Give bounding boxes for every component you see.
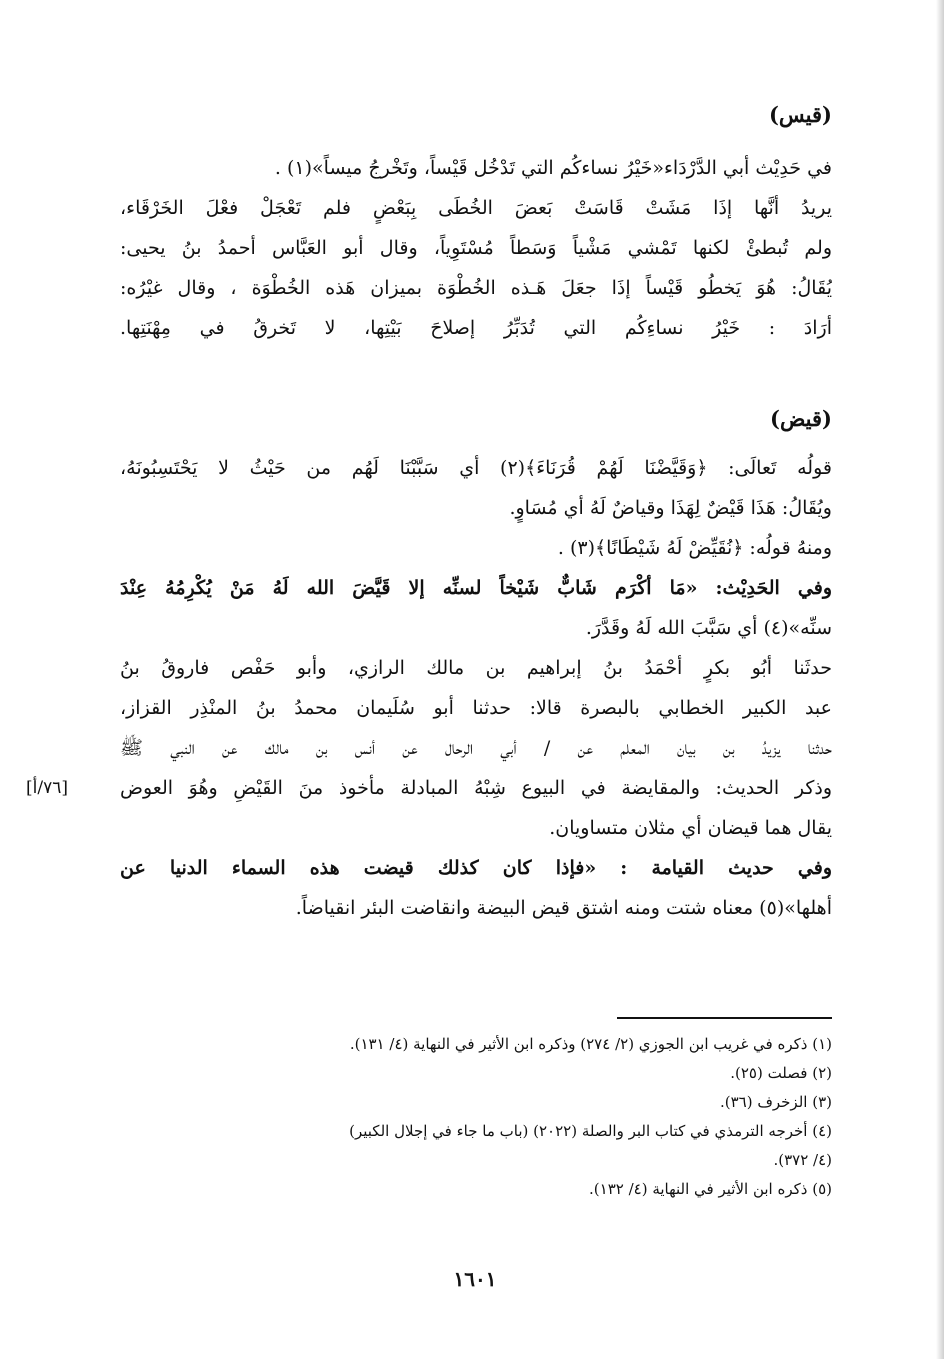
text-line: يريدُ أنَّها إذَا مَشَتْ قَاسَتْ بَعضَ الخُطَى بِبَعْضٍ فلم تَعْجَلْ فعْلَ الخَرْقَاء، [120, 197, 832, 219]
heading-qays: (قيس) [768, 102, 832, 127]
footnote: (١) ذكره في غريب ابن الجوزي (٢/ ٢٧٤) وذكره ابن الأثير في النهاية (٤/ ١٣١). [349, 1035, 832, 1053]
text-line: ويُقَالُ: هَذَا قَيْضٌ لِهَذَا وقياضٌ لَهُ أي مُسَاوٍ. [509, 497, 832, 519]
footnote: (٥) ذكره ابن الأثير في النهاية (٤/ ١٣٢). [589, 1180, 832, 1198]
folio-margin-note: [٧٦/أ] [26, 778, 68, 798]
text-line: وفي حديث القيامة : «فإذا كان كذلك قيضت هذه السماء الدنيا عن [120, 857, 832, 879]
text-line: عبد الكبير الخطابي بالبصرة قالا: حدثنا أبو سُلَيمان محمدُ بنُ المنْذِر القزاز، [120, 697, 832, 719]
footnote: (٤/ ٣٧٢). [773, 1151, 832, 1169]
text-line: حدثنا يزيدُ بن بيان المعلم عن / أبي الرحال عن أنس بن مالك عن النبي ﷺ [120, 737, 832, 759]
text-line: أهلها»(٥) معناه شتت ومنه اشتق قيض البيضة وانقاضت البئر انقياضاً. [295, 897, 832, 919]
footnote: (٣) الزخرف (٣٦). [719, 1093, 832, 1111]
footnotes [120, 1030, 832, 1204]
text-line: وذكر الحديث: والمقايضة في البيوع شِبْهُ المبادلة مأخوذ منَ القَيْضِ وهُوَ العوض [120, 777, 832, 799]
text-line: في حَدِيْث أبي الدَّرْدَاء«خَيْرُ نساءكُم التي تَدْخُل قَيْساً، وتَخْرجُ ميساً»(١) . [274, 157, 832, 179]
text-line: يقال هما قيضان أي مثلان متساويان. [549, 817, 832, 839]
text-line: أرَادَ : خَيْرُ نساءِكُم التي تُدَبِّرُ إصلاحَ بَيْتِها، لا تَخرقُ في مِهْنَتِها. [120, 317, 832, 339]
text-line: ولم تُبطئْ لكنها تَمْشي مَشْياً وَسَطاً مُسْتَوِياً، وقال أبو العَبَّاس أحمدُ بنُ يحيى: [120, 237, 832, 259]
page-edge-shadow [936, 0, 944, 1359]
text-line: حدثَنا أبُو بكرٍ أحْمَدُ بنُ إبراهيم بن مالك الرازي، وأبو حَفْص فاروقُ بنُ [120, 657, 832, 679]
heading-qayd: (قيض) [770, 406, 832, 431]
section-qays-body [120, 148, 832, 348]
page-number: ١٦٠١ [453, 1267, 497, 1291]
footnote: (٢) فصلت (٢٥). [730, 1064, 832, 1082]
text-line: يُقَالُ: هُوَ يَخطُو قَيْساً إذَا جعَلَ هَـذه الخُطْوَة بميزان هَذه الخُطْوَة ، وقال غيْرُه: [120, 277, 832, 299]
text-line: قولُه تَعالَى: ﴿وَقَيَّضْنَا لَهُمْ قُرَنَاءَ﴾(٢) أي سَبَّبْنَا لَهُم من حَيْثُ لا يَحْتَسِبُونَهُ، [120, 457, 832, 479]
section-qayd-body [120, 448, 832, 928]
footnote: (٤) أخرجه الترمذي في كتاب البر والصلة (٢٠٢٢) (باب ما جاء في إجلال الكبير) [349, 1122, 832, 1140]
text-line: وفي الحَدِيْث: «مَا أكْرَم شَابٌّ شَيْخاً لسنِّه إلا قَيَّضَ الله لَهُ مَنْ يُكْرِمُهُ عِنْدَ [120, 577, 832, 599]
text-line: ومنهُ قولُه: ﴿نُقَيِّضْ لَهُ شَيْطَانًا﴾(٣) . [557, 537, 832, 559]
footnote-divider [617, 1017, 832, 1019]
text-line: سنِّه»(٤) أي سَبَّبَ الله لَهُ وقَدَّرَ. [585, 617, 832, 639]
